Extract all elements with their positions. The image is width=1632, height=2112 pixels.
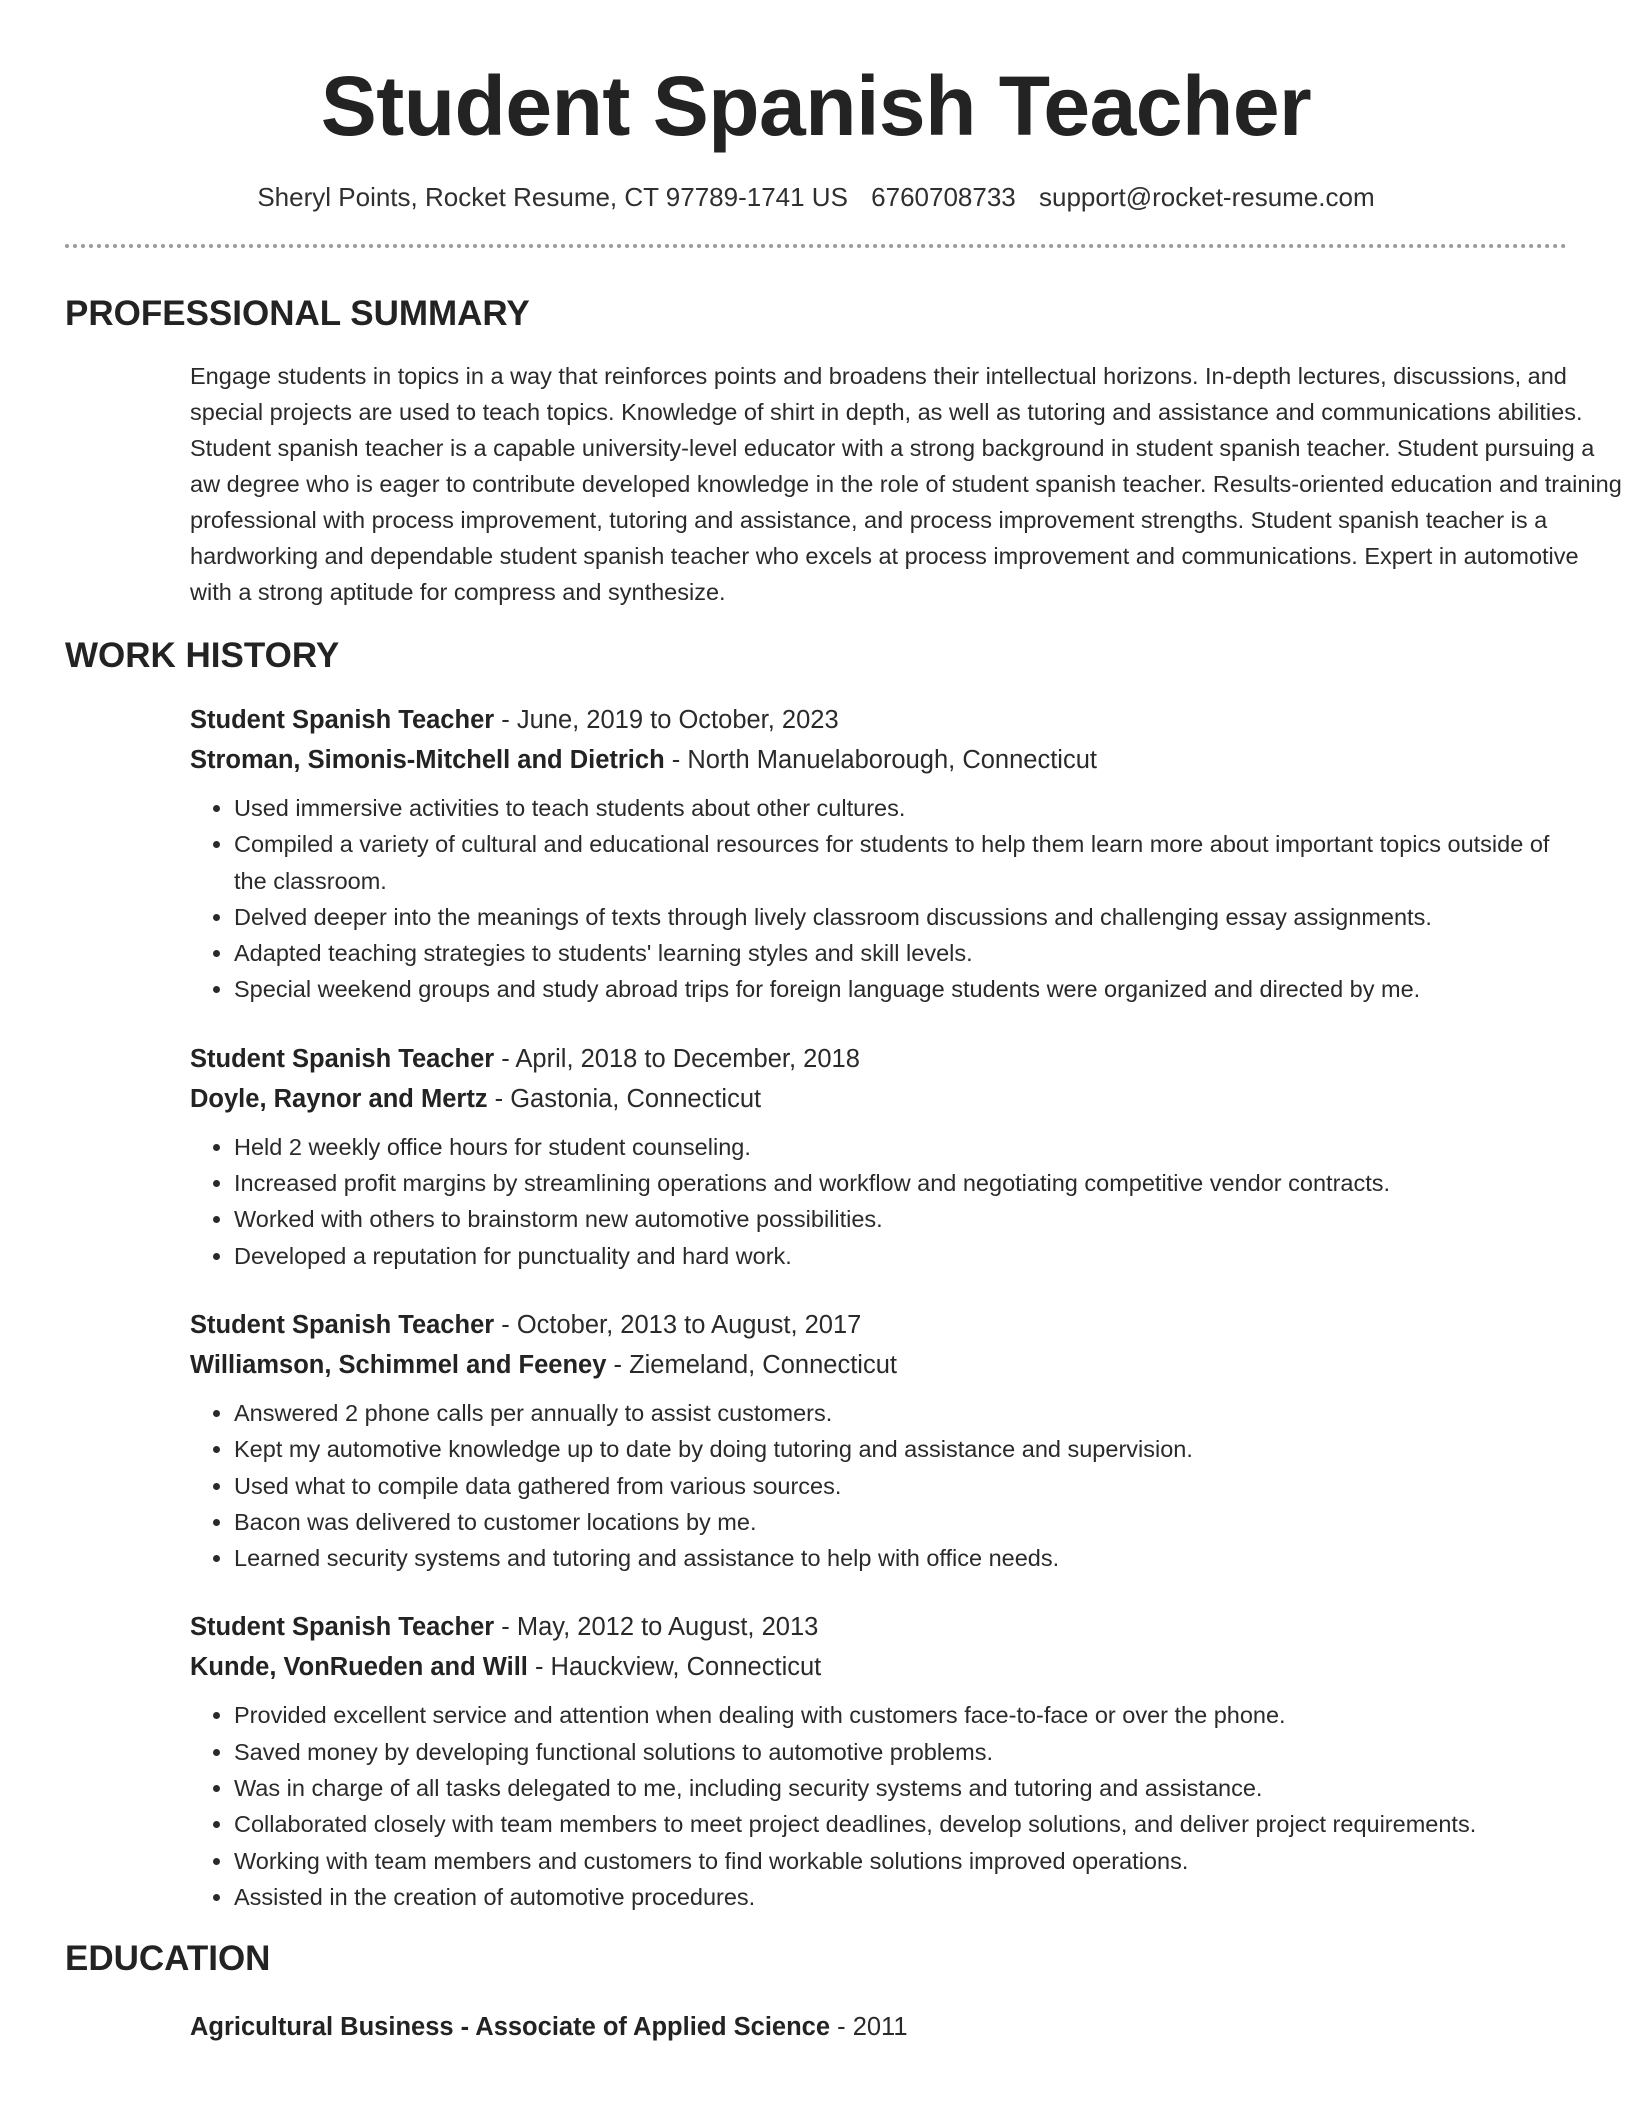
job-company-line: [190, 1647, 1567, 1687]
job-bullet: • Bacon was delivered to customer locations by me.: [234, 1504, 1567, 1540]
job-location: - Hauckview, Connecticut: [527, 1653, 822, 1682]
education-entry: [190, 2007, 1567, 2047]
job-location: - Gastonia, Connecticut: [487, 1084, 762, 1113]
job-bullets: [190, 1697, 1567, 1915]
job-company-line: [190, 740, 1567, 780]
header-divider: [65, 244, 1567, 248]
job-title-line: [190, 700, 1567, 740]
resume-title: Student Spanish Teacher: [320, 59, 1312, 153]
job-entry: [190, 1607, 1567, 1915]
job-bullet: • Answered 2 phone calls per annually to assist customers.: [234, 1395, 1567, 1431]
job-title: Student Spanish Teacher: [190, 706, 495, 734]
job-bullet: • Used what to compile data gathered from various sources.: [234, 1468, 1567, 1504]
job-dates: - June, 2019 to October, 2023: [494, 706, 839, 734]
contact-email: support@rocket-resume.com: [1039, 182, 1375, 212]
job-location: - North Manuelaborough, Connecticut: [664, 746, 1097, 774]
job-title: Student Spanish Teacher: [190, 1310, 495, 1339]
job-company: Williamson, Schimmel and Feeney: [190, 1350, 607, 1379]
job-bullet: • Adapted teaching strategies to students' learning styles and skill levels.: [234, 935, 1567, 971]
job-bullet: • Increased profit margins by streamlining operations and workflow and negotiating competitive vendor contracts.: [234, 1165, 1567, 1201]
job-entry: [190, 1039, 1567, 1274]
contact-address: Sheryl Points, Rocket Resume, CT 97789-1741 US: [257, 182, 848, 212]
job-entry: [190, 1305, 1567, 1576]
education-year: - 2011: [830, 2013, 908, 2042]
job-bullets: [190, 1129, 1567, 1274]
job-dates: - April, 2018 to December, 2018: [494, 1044, 860, 1073]
job-bullets: [190, 1395, 1567, 1576]
summary-heading: PROFESSIONAL SUMMARY: [65, 294, 530, 333]
job-bullet: • Delved deeper into the meanings of texts through lively classroom discussions and challenging essay assignments.: [234, 899, 1567, 935]
job-company-line: [190, 1079, 1567, 1119]
job-bullet: • Provided excellent service and attention when dealing with customers face-to-face or over the phone.: [234, 1697, 1567, 1733]
job-bullet: • Working with team members and customers to find workable solutions improved operations.: [234, 1843, 1567, 1879]
job-entry: [190, 700, 1567, 1008]
job-dates: - May, 2012 to August, 2013: [494, 1613, 819, 1642]
education-degree: Agricultural Business - Associate of Applied Science: [190, 2013, 831, 2042]
job-bullet: • Learned security systems and tutoring and assistance to help with office needs.: [234, 1540, 1567, 1576]
job-title-line: [190, 1039, 1567, 1079]
job-bullet: • Assisted in the creation of automotive procedures.: [234, 1879, 1567, 1915]
job-bullet: • Saved money by developing functional solutions to automotive problems.: [234, 1734, 1567, 1770]
job-bullet: • Developed a reputation for punctuality and hard work.: [234, 1238, 1567, 1274]
job-title: Student Spanish Teacher: [190, 1613, 495, 1642]
contact-phone: 6760708733: [871, 182, 1016, 212]
job-bullet: • Kept my automotive knowledge up to date by doing tutoring and assistance and supervision.: [234, 1431, 1567, 1467]
job-dates: - October, 2013 to August, 2017: [494, 1310, 862, 1339]
job-bullet: • Held 2 weekly office hours for student counseling.: [234, 1129, 1567, 1165]
job-company-line: [190, 1345, 1567, 1385]
job-company: Doyle, Raynor and Mertz: [190, 1084, 488, 1113]
job-title: Student Spanish Teacher: [190, 1044, 495, 1073]
job-title-line: [190, 1607, 1567, 1647]
job-bullet: • Special weekend groups and study abroad trips for foreign language students were organized and directed by me.: [234, 971, 1567, 1007]
education-heading: EDUCATION: [65, 1939, 271, 1979]
job-bullet: • Used immersive activities to teach students about other cultures.: [234, 790, 1567, 826]
job-bullet: • Worked with others to brainstorm new automotive possibilities.: [234, 1201, 1567, 1237]
job-bullets: [190, 790, 1567, 1008]
contact-line: [65, 180, 1567, 214]
job-location: - Ziemeland, Connecticut: [606, 1350, 897, 1379]
summary-text: Engage students in topics in a way that reinforces points and broadens their intellectual horizons. In-depth lectures, discussions, and special projects are used to teach topics. Knowledge of shirt in depth, as well as tutoring and assistance and communications abilities. Student spanish teacher is a capable university-level educator with a strong background in student spanish teacher. Student pursuing a aw degree who is eager to contribute developed knowledge in the role of student spanish teacher. Results-oriented education and training professional with process improvement, tutoring and assistance, and process improvement strengths. Student spanish teacher is a hardworking and dependable student spanish teacher who excels at process improvement and communications. Expert in automotive with a strong aptitude for compress and synthesize.: [190, 363, 1622, 605]
job-company: Kunde, VonRueden and Will: [190, 1653, 528, 1682]
job-bullet: • Collaborated closely with team members to meet project deadlines, develop solutions, and deliver project requirements.: [234, 1806, 1567, 1842]
job-bullet: • Compiled a variety of cultural and educational resources for students to help them learn more about important topics outside of the classroom.: [234, 826, 1567, 899]
job-company: Stroman, Simonis-Mitchell and Dietrich: [190, 746, 665, 774]
job-bullet: • Was in charge of all tasks delegated to me, including security systems and tutoring and assistance.: [234, 1770, 1567, 1806]
work-history-heading: WORK HISTORY: [65, 636, 340, 675]
job-title-line: [190, 1305, 1567, 1345]
